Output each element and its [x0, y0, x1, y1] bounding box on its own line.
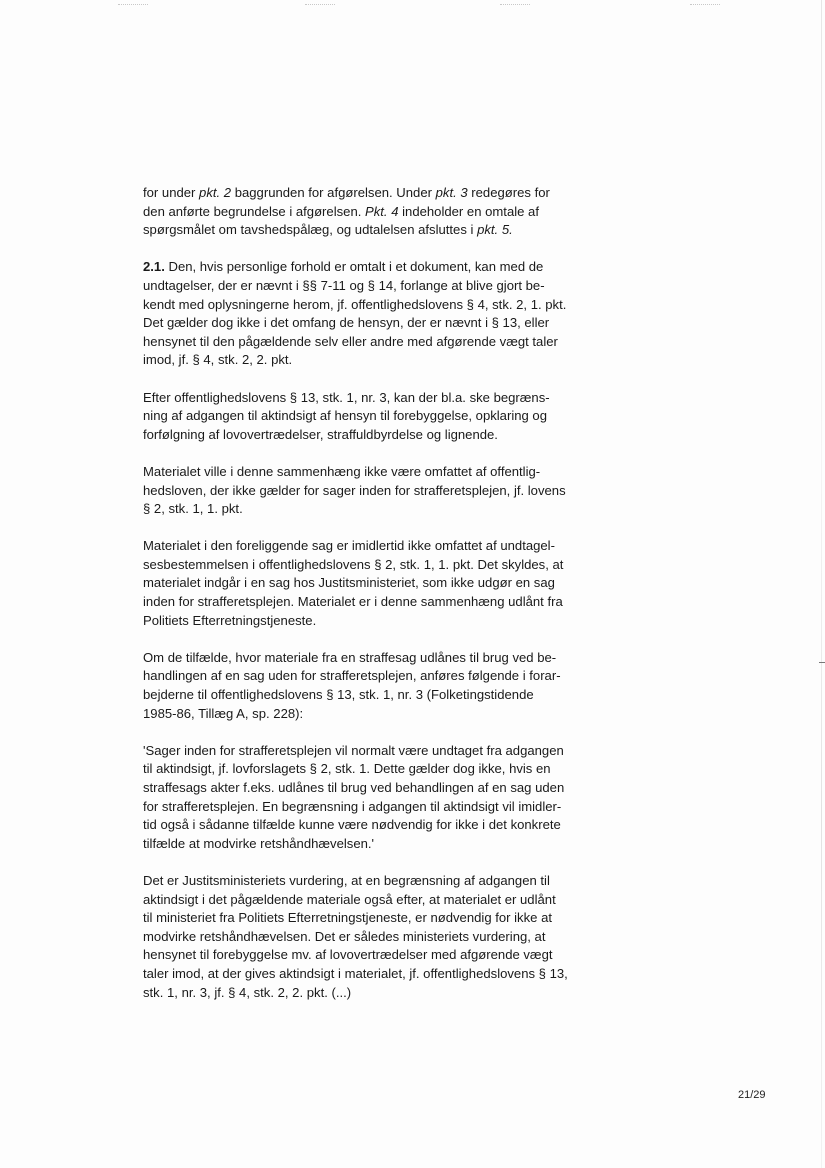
italic-reference: pkt. 2 [199, 185, 232, 200]
text-run: Efter offentlighedslovens § 13, stk. 1, nr. 3, kan der bl.a. ske begræns- [143, 389, 550, 405]
text-run: § 2, stk. 1, 1. pkt. [143, 501, 243, 517]
scan-edge [821, 0, 822, 1168]
text-line [143, 184, 573, 203]
paragraph [143, 537, 573, 630]
paragraph [143, 463, 573, 519]
text-run: for strafferetsplejen. En begrænsning i adgangen til aktindsigt vil imidler- [143, 798, 562, 814]
text-line [143, 798, 573, 817]
text-run: hedsloven, der ikke gælder for sager inden for strafferetsplejen, jf. lovens [143, 482, 566, 498]
scan-artifact [690, 4, 720, 7]
text-run: materialet indgår i en sag hos Justitsministeriet, som ikke udgør en sag [143, 575, 555, 591]
text-line [143, 928, 573, 947]
text-line [143, 277, 573, 296]
text-run: taler imod, at der gives aktindsigt i materialet, jf. offentlighedslovens § 13, [143, 965, 568, 981]
text-run: modvirke retshåndhævelsen. Det er således ministeriets vurdering, at [143, 928, 546, 944]
text-line [143, 500, 573, 519]
text-run: aktindsigt i det pågældende materiale også efter, at materialet er udlånt [143, 891, 556, 907]
text-run: Materialet i den foreliggende sag er imidlertid ikke omfattet af undtagel- [143, 538, 555, 554]
text-run: for under [143, 185, 200, 200]
text-run: Materialet ville i denne sammenhæng ikke være omfattet af offentlig- [143, 463, 541, 479]
text-run: straffesags akter f.eks. udlånes til brug ved behandlingen af en sag uden [143, 780, 565, 795]
text-run: undtagelser, der er nævnt i §§ 7-11 og § 14, forlange at blive gjort be- [143, 277, 545, 293]
text-run: sesbestemmelsen i offentlighedslovens § 2, stk. 1, 1. pkt. Det skyldes, at [143, 556, 564, 572]
paragraph [143, 184, 573, 240]
text-line [143, 482, 573, 501]
scan-edge-mark [819, 662, 825, 663]
text-line [143, 816, 573, 835]
text-line [143, 389, 573, 408]
text-run: tilfælde at modvirke retshåndhævelsen.' [143, 835, 375, 851]
text-run: inden for strafferetsplejen. Materialet er i denne sammenhæng udlånt fra [143, 594, 563, 610]
text-line [143, 407, 573, 426]
text-line [143, 686, 573, 705]
text-line [143, 221, 573, 240]
scan-artifact [118, 4, 148, 7]
paragraph [143, 742, 573, 854]
text-line [143, 574, 573, 593]
text-run: forfølgning af lovovertrædelser, straffuldbyrdelse og lignende. [143, 426, 498, 442]
text-line [143, 742, 573, 761]
text-run: imod, jf. § 4, stk. 2, 2. pkt. [143, 352, 293, 368]
text-run: kendt med oplysningerne herom, jf. offentlighedslovens § 4, stk. 2, 1. pkt. [143, 296, 567, 312]
text-line [143, 351, 573, 370]
text-line [143, 593, 573, 612]
text-run: bejderne til offentlighedslovens § 13, stk. 1, nr. 3 (Folketingstidende [143, 687, 534, 703]
text-run: til aktindsigt, jf. lovforslagets § 2, stk. 1. Dette gælder dog ikke, hvis en [143, 761, 551, 777]
text-line [143, 667, 573, 686]
text-line [143, 909, 573, 928]
text-line [143, 314, 573, 333]
text-line [143, 537, 573, 556]
text-line [143, 463, 573, 482]
italic-reference: Pkt. 4 [365, 203, 399, 219]
text-line [143, 779, 573, 798]
text-line [143, 258, 573, 277]
text-run: spørgsmålet om tavshedspålæg, og udtalelsen afsluttes i [143, 222, 478, 238]
text-line [143, 705, 573, 724]
text-line [143, 203, 573, 222]
italic-reference: pkt. 3 [435, 185, 468, 200]
italic-reference: pkt. 5. [477, 222, 513, 238]
text-line [143, 426, 573, 445]
text-run: Om de tilfælde, hvor materiale fra en straffesag udlånes til brug ved be- [143, 649, 557, 665]
text-line [143, 891, 573, 910]
text-run: 'Sager inden for strafferetsplejen vil normalt være undtaget fra adgangen [143, 742, 564, 758]
text-run: hensynet til den pågældende selv eller andre med afgørende vægt taler [143, 333, 558, 349]
text-line [143, 946, 573, 965]
paragraph [143, 389, 573, 445]
text-line [143, 965, 573, 984]
scan-artifact [500, 4, 530, 7]
text-run: hensynet til forebyggelse mv. af lovovertrædelser med afgørende vægt [143, 947, 553, 963]
paragraph [143, 872, 573, 1002]
paragraph [143, 649, 573, 723]
text-run: indeholder en omtale af [398, 203, 539, 219]
text-line [143, 984, 573, 1003]
text-line [143, 296, 573, 315]
text-line [143, 556, 573, 575]
text-run: 1985-86, Tillæg A, sp. 228): [143, 705, 304, 721]
text-run: baggrunden for afgørelsen. Under [231, 185, 436, 200]
text-run: Politiets Efterretningstjeneste. [143, 612, 317, 628]
scan-artifact [305, 4, 335, 7]
text-run: Den, hvis personlige forhold er omtalt i et dokument, kan med de [164, 259, 544, 275]
section-number: 2.1. [143, 259, 165, 275]
text-run: Det er Justitsministeriets vurdering, at en begrænsning af adgangen til [143, 872, 550, 888]
text-run: Det gælder dog ikke i det omfang de hensyn, der er nævnt i § 13, eller [143, 315, 550, 331]
text-run: til ministeriet fra Politiets Efterretningstjeneste, er nødvendig for ikke at [143, 910, 552, 926]
text-line [143, 333, 573, 352]
text-run: stk. 1, nr. 3, jf. § 4, stk. 2, 2. pkt. (...) [143, 984, 352, 1000]
text-run: redegøres for [467, 185, 550, 200]
page-number: 21/29 [738, 1089, 766, 1101]
text-line [143, 872, 573, 891]
text-line [143, 760, 573, 779]
paragraph [143, 258, 573, 370]
text-line [143, 649, 573, 668]
text-run: tid også i sådanne tilfælde kunne være nødvendig for ikke i det konkrete [143, 817, 561, 833]
text-run: den anførte begrundelse i afgørelsen. [143, 203, 365, 219]
text-line [143, 835, 573, 854]
document-body [143, 184, 573, 1021]
text-run: ning af adgangen til aktindsigt af hensyn til forebyggelse, opklaring og [143, 408, 547, 424]
text-run: handlingen af en sag uden for strafferetsplejen, anføres følgende i forar- [143, 668, 561, 684]
text-line [143, 612, 573, 631]
